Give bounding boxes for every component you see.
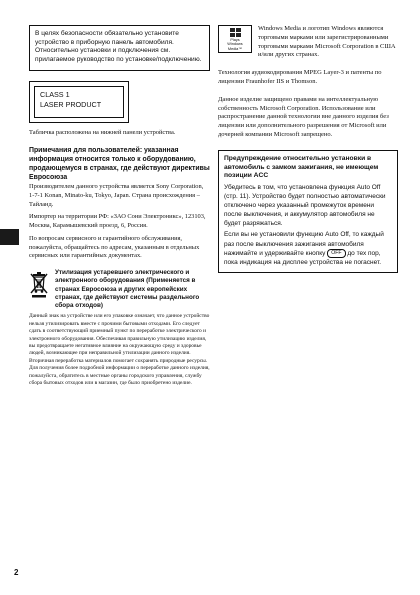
logo-text-media: Media™ [227,46,243,51]
acc-warning-text-1: Убедитесь в том, что установлена функция Auto Off (стр. 11). Устройство будет полностью автоматически отключено через указанный промежуток времени после выключения, и аккумулятор автомобиля не будет разряжаться. [224,183,386,228]
laser-product-label [29,81,129,123]
logo-text-plays: Plays [230,37,240,42]
weee-title: Утилизация устаревшего электрического и электронного оборудования (Применяется в странах Евросоюза и других европейских странах, где действуют системы раздельного сбора отходов) [55,268,200,310]
service-info: По вопросам сервисного и гарантийного обслуживания, пожалуйста, обращайтесь по адресам, указанным в отдельных сервисных или гарантийных документах. [29,234,200,260]
eu-notice-heading: Примечания для пользователей: указанная информация относится только к оборудованию, продающемуся в странах, где действуют директивы Евросоюза [29,147,210,182]
windows-media-section [218,25,398,60]
section-tab-marker [0,229,19,245]
logo-text-windows: Windows [227,42,243,47]
acc-warning-text-2-after: до тех пор, пока индикация на дисплее устройства не погаснет. [224,249,382,266]
page-number: 2 [14,568,19,577]
windows-flag-icon [230,28,241,37]
importer-info: Импортер на территории РФ: «ЗАО Сони Электроникс», 123103, Москва, Карамышевский проезд, 6, Россия. [29,213,206,230]
windows-media-trademark-text: Windows Media и логотип Windows являются торговыми марками или зарегистрированными торговыми марками Microsoft Corporation в США и/или других странах. [258,25,396,59]
off-button-symbol: OFF [327,249,345,258]
crossed-out-wheeled-bin-icon [29,271,49,298]
laser-product-line: LASER PRODUCT [40,99,102,109]
mpeg-license-text: Технология аудиокодирования MPEG Layer-3 и патенты по лицензии Fraunhofer IIS и Thomson. [218,69,382,85]
acc-warning-text-2-before: Если вы не установили функцию Auto Off, то каждый раз после выключения зажигания автомобиля нажимайте и удерживайте кнопку [224,231,384,257]
safety-notice-box [29,25,210,71]
windows-media-logo-icon [218,25,252,53]
label-location-caption: Табличка расположена на нижней панели устройства. [29,128,176,136]
acc-warning-title: Предупреждение относительно установки в автомобиль с замком зажигания, не имеющем позиции ACC [224,154,379,180]
weee-body: Данный знак на устройстве или его упаковке означает, что данное устройство нельзя утилизировать вместе с прочими бытовыми отходами. Его следует сдать в соответствующий приемный пункт по переработке электрического и электронного оборудования. Обеспечивая правильную утилизацию изделия, вы предотвращаете негативное влияние на окружающую среду и здоровье людей, возникающее при неправильной утилизации данного изделия. Вторичная переработка материалов помогает сохранять природные ресурсы. Для получения более подробной информации о переработке данного изделия, пожалуйста, обратитесь в местные органы городского управления, службу сбора бытовых отходов или в магазин, где было приобретено изделие. [29,313,210,387]
acc-warning-text-2 [224,230,392,267]
acc-warning-box [218,150,398,273]
left-column [29,25,210,388]
weee-section [29,269,210,310]
microsoft-ip-text: Данное изделие защищено правами на интеллектуальную собственность Microsoft Corporation. Использование или распространение данной технологии вне данного изделия без лицензии или дополнительного разрешения от Microsoft или дочерней компании Microsoft запрещено. [218,95,389,139]
manufacturer-info: Производителем данного устройства является Sony Corporation, 1-7-1 Konan, Minato-ku, Tokyo, Japan. Страна происхождения – Тайланд. [29,183,204,208]
laser-product-label-inner [34,86,124,118]
laser-class-line: CLASS 1 [40,89,70,99]
safety-notice-text: В целях безопасности обязательно установите устройство в приборную панель автомобиля. Относительно установки и подключения см. прилагаемое руководство по установке/подключению. [35,30,202,64]
right-column [218,25,398,273]
